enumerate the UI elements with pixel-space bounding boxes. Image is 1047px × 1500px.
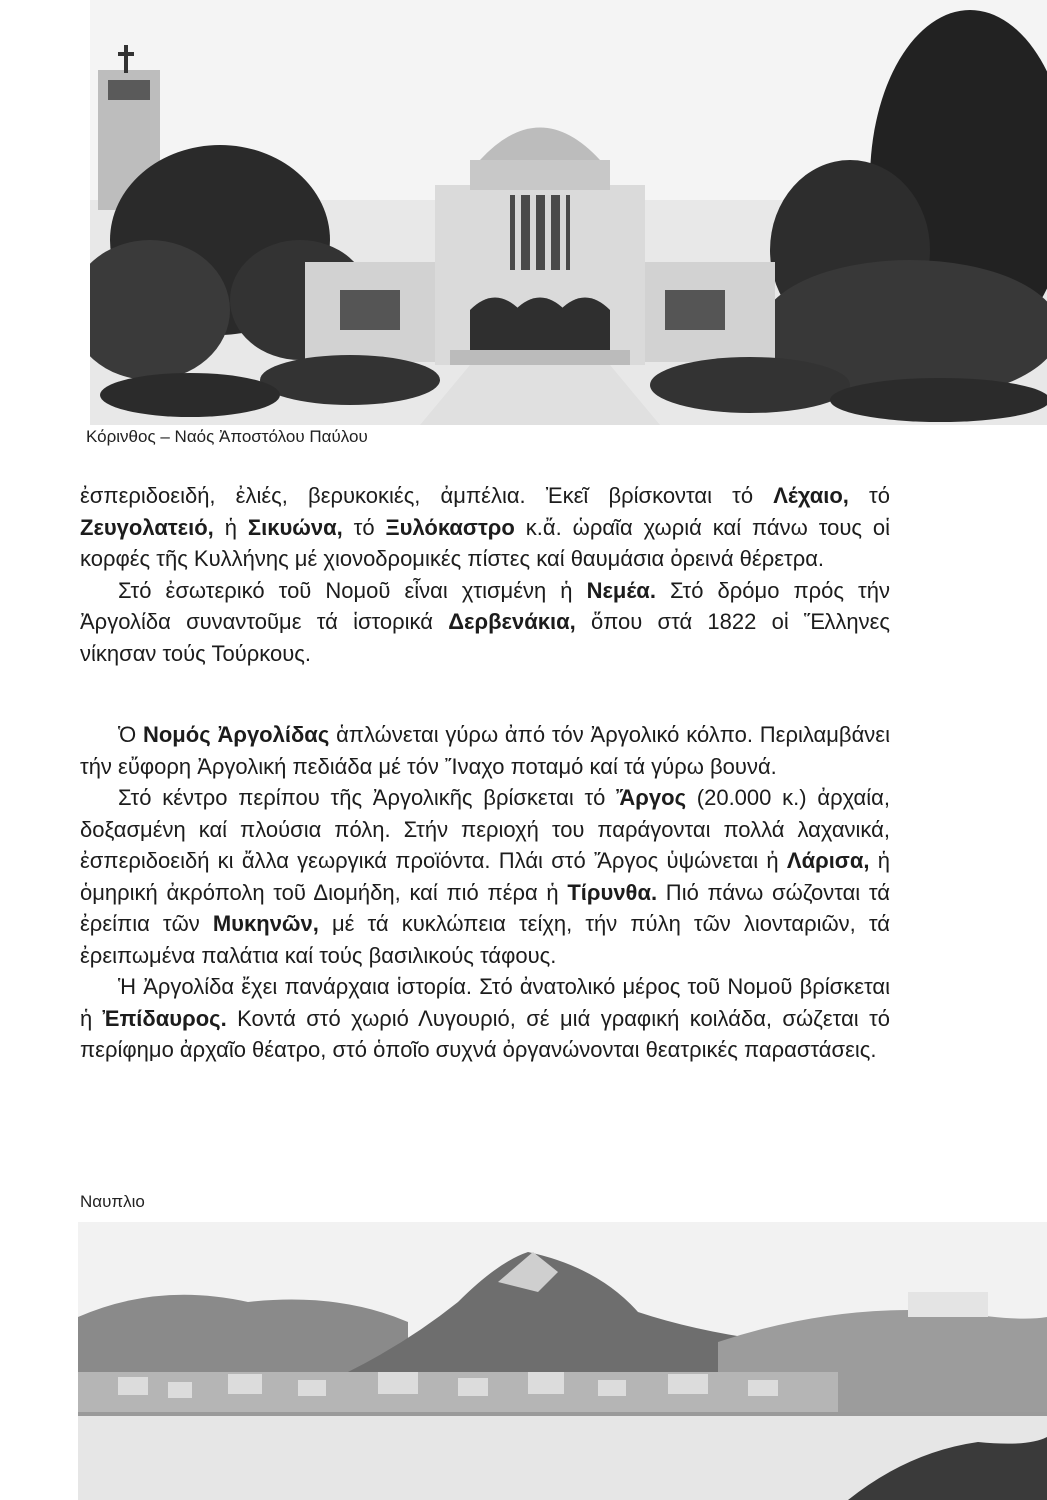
- place-name: Νεμέα.: [586, 577, 656, 603]
- place-name: Λάρισα,: [786, 848, 870, 873]
- paragraph: ἐσπεριδοειδή, ἐλιές, βερυκοκιές, ἀμπέλια. Ἐκεῖ βρίσκονται τό Λέχαιο, τό Ζευγολατειό, ἡ Σικυώνα, τό Ξυλόκαστρο κ.ἄ. ὡραῖα χωριά καί πάνω τους οἱ κορφές τῆς Κυλλήνης μέ χιονοδρομικές πίστες καί θαυμάσια ὀρεινά θέρετρα.: [80, 483, 890, 571]
- place-name: Λέχαιο,: [773, 483, 849, 508]
- place-name: Μυκηνῶν,: [212, 911, 319, 936]
- church-photo: [90, 0, 1047, 425]
- nafplio-photo-caption: Ναυπλιο: [80, 1192, 145, 1211]
- paragraph: Στό ἐσωτερικό τοῦ Νομοῦ εἶναι χτισμένη ἡ Νεμέα. Στό δρόμο πρός τήν Ἀργολίδα συναντοῦμε τά ἱστορικά Δερβενάκια, ὅπου στά 1822 οἱ Ἕλληνες νίκησαν τούς Τούρκους.: [80, 577, 890, 666]
- place-name: Τίρυνθα.: [567, 879, 658, 905]
- place-name: Ξυλόκαστρο: [385, 514, 515, 540]
- nafplio-photo: [78, 1222, 1047, 1500]
- paragraph: Στό κέντρο περίπου τῆς Ἀργολικῆς βρίσκεται τό Ἄργος (20.000 κ.) ἀρχαία, δοξασμένη καί πλούσια πόλη. Στήν περιοχή του παράγονται πολλά λαχανικά, ἐσπεριδοειδή κι ἄλλα γεωργικά προϊόντα. Πλάι στό Ἄργος ὑψώνεται ἡ Λάρισα, ἡ ὁμηρική ἀκρόπολη τοῦ Διομήδη, καί πιό πέρα ἡ Τίρυνθα. Πιό πάνω σώζονται τά ἐρείπια τῶν Μυκηνῶν, μέ τά κυκλώπεια τείχη, τήν πύλη τῶν λιονταριῶν, τά ἐρειπωμένα παλάτια καί τούς βασιλικούς τάφους.: [80, 785, 890, 968]
- place-name: Ζευγολατειό,: [80, 514, 214, 540]
- argolida-text-section: [80, 719, 890, 1066]
- place-name: Σικυώνα,: [247, 514, 343, 540]
- place-name: Ἄργος: [616, 785, 687, 810]
- place-name: Ἐπίδαυρος.: [102, 1005, 227, 1031]
- paragraph: Ὁ Νομός Ἀργολίδας ἁπλώνεται γύρω ἀπό τόν Ἀργολικό κόλπο. Περιλαμβάνει τήν εὔφορη Ἀργολική πεδιάδα μέ τόν Ἴναχο ποταμό καί τά γύρω βουνά.: [80, 722, 890, 779]
- paragraph: Ἡ Ἀργολίδα ἔχει πανάρχαια ἱστορία. Στό ἀνατολικό μέρος τοῦ Νομοῦ βρίσκεται ἡ Ἐπίδαυρος. Κοντά στό χωριό Λυγουριό, σέ μιά γραφική κοιλάδα, σώζεται τό περίφημο ἀρχαῖο θέατρο, στό ὁποῖο συχνά ὀργανώνονται θεατρικές παραστάσεις.: [80, 974, 890, 1062]
- church-photo-caption: Κόρινθος – Ναός Ἀποστόλου Παύλου: [86, 427, 368, 446]
- place-name: Δερβενάκια,: [448, 609, 576, 634]
- place-name: Νομός Ἀργολίδας: [142, 722, 330, 747]
- corinthia-text-section: [80, 480, 890, 669]
